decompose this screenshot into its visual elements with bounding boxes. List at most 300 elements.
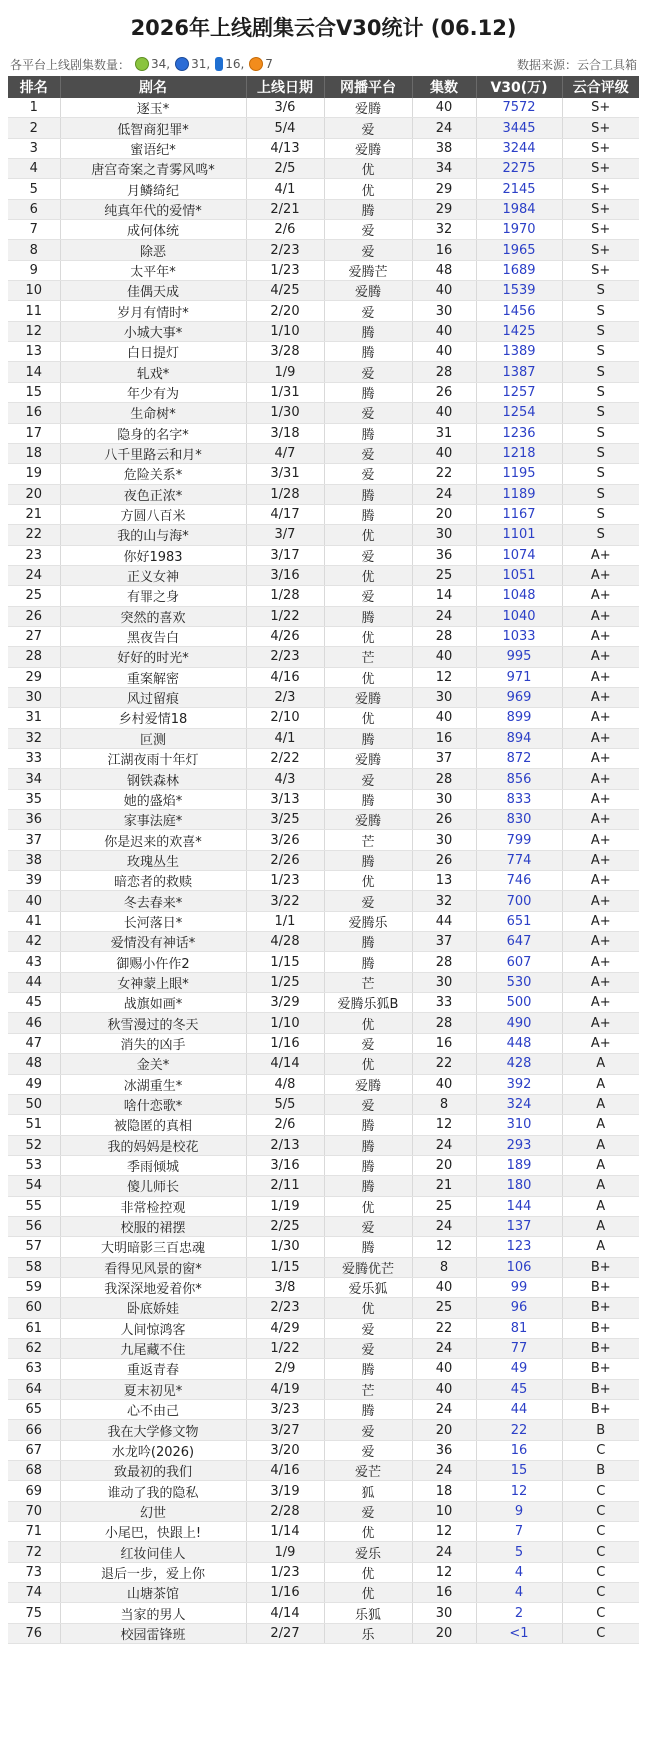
cell-episodes: 20: [412, 504, 476, 524]
cell-platform: 芒: [324, 972, 412, 992]
cell-v30: 1040: [476, 606, 562, 626]
cell-grade: A: [562, 1115, 639, 1135]
cell-v30: 1195: [476, 464, 562, 484]
cell-platform: 爱: [324, 362, 412, 382]
cell-rank: 4: [8, 159, 60, 179]
cell-grade: C: [562, 1603, 639, 1623]
cell-v30: 9: [476, 1501, 562, 1521]
cell-v30: 45: [476, 1379, 562, 1399]
cell-title: 大明暗影三百忠魂: [60, 1237, 246, 1257]
cell-v30: 4: [476, 1583, 562, 1603]
cell-platform: 狐: [324, 1481, 412, 1501]
cell-platform: 腾: [324, 728, 412, 748]
cell-rank: 19: [8, 464, 60, 484]
cell-platform: 爱: [324, 240, 412, 260]
cell-v30: 16: [476, 1440, 562, 1460]
header-date: 上线日期: [246, 76, 324, 98]
cell-title: 唐宫奇案之青雾风鸣*: [60, 159, 246, 179]
cell-grade: A+: [562, 728, 639, 748]
cell-title: 长河落日*: [60, 911, 246, 931]
cell-platform: 爱乐狐: [324, 1277, 412, 1297]
cell-v30: 799: [476, 830, 562, 850]
cell-v30: 4: [476, 1562, 562, 1582]
cell-rank: 76: [8, 1623, 60, 1643]
cell-grade: S: [562, 464, 639, 484]
cell-episodes: 48: [412, 260, 476, 280]
cell-platform: 爱: [324, 301, 412, 321]
table-row: [8, 504, 639, 524]
cell-episodes: 24: [412, 1461, 476, 1481]
cell-platform: 爱腾芒: [324, 260, 412, 280]
cell-episodes: 16: [412, 1033, 476, 1053]
table-row: [8, 1562, 639, 1582]
table-row: [8, 586, 639, 606]
cell-title: 我的山与海*: [60, 525, 246, 545]
cell-v30: 3244: [476, 138, 562, 158]
cell-rank: 14: [8, 362, 60, 382]
cell-platform: 腾: [324, 1135, 412, 1155]
table-row: [8, 769, 639, 789]
cell-platform: 爱: [324, 1338, 412, 1358]
table-row: [8, 1013, 639, 1033]
cell-title: 你好1983: [60, 545, 246, 565]
cell-title: 隐身的名字*: [60, 423, 246, 443]
cell-date: 1/14: [246, 1522, 324, 1542]
table-row: [8, 321, 639, 341]
cell-grade: A: [562, 1074, 639, 1094]
cell-grade: C: [562, 1522, 639, 1542]
cell-title: 太平年*: [60, 260, 246, 280]
cell-title: 她的盛焰*: [60, 789, 246, 809]
cell-grade: S+: [562, 240, 639, 260]
cell-episodes: 22: [412, 464, 476, 484]
cell-episodes: 40: [412, 281, 476, 301]
cell-v30: 1074: [476, 545, 562, 565]
table-row: [8, 789, 639, 809]
cell-v30: 969: [476, 687, 562, 707]
cell-date: 1/1: [246, 911, 324, 931]
cell-platform: 爱: [324, 1094, 412, 1114]
cell-v30: 15: [476, 1461, 562, 1481]
cell-v30: 7572: [476, 98, 562, 118]
cell-v30: 137: [476, 1216, 562, 1236]
cell-title: 除恶: [60, 240, 246, 260]
cell-platform: 爱腾: [324, 749, 412, 769]
cell-episodes: 32: [412, 220, 476, 240]
cell-platform: 爱: [324, 1501, 412, 1521]
cell-v30: 1257: [476, 382, 562, 402]
cell-grade: B+: [562, 1277, 639, 1297]
cell-title: 退后一步，爱上你: [60, 1562, 246, 1582]
cell-v30: 651: [476, 911, 562, 931]
cell-title: 夏末初见*: [60, 1379, 246, 1399]
cell-grade: A: [562, 1155, 639, 1175]
cell-v30: 293: [476, 1135, 562, 1155]
table-row: [8, 1583, 639, 1603]
cell-rank: 30: [8, 687, 60, 707]
cell-rank: 9: [8, 260, 60, 280]
cell-v30: 833: [476, 789, 562, 809]
cell-grade: S+: [562, 260, 639, 280]
cell-date: 3/17: [246, 545, 324, 565]
cell-grade: S+: [562, 118, 639, 138]
cell-date: 4/28: [246, 932, 324, 952]
table-row: [8, 993, 639, 1013]
table-row: [8, 403, 639, 423]
cell-v30: 2145: [476, 179, 562, 199]
cell-grade: S: [562, 321, 639, 341]
cell-rank: 59: [8, 1277, 60, 1297]
cell-platform: 腾: [324, 342, 412, 362]
cell-v30: 746: [476, 871, 562, 891]
cell-episodes: 24: [412, 484, 476, 504]
cell-rank: 42: [8, 932, 60, 952]
cell-date: 2/26: [246, 850, 324, 870]
cell-date: 1/23: [246, 871, 324, 891]
table-row: [8, 565, 639, 585]
cell-date: 1/16: [246, 1033, 324, 1053]
cell-platform: 腾: [324, 952, 412, 972]
cell-grade: A+: [562, 565, 639, 585]
cell-v30: 500: [476, 993, 562, 1013]
cell-grade: C: [562, 1501, 639, 1521]
cell-date: 4/17: [246, 504, 324, 524]
cell-episodes: 32: [412, 891, 476, 911]
cell-rank: 15: [8, 382, 60, 402]
cell-title: 家事法庭*: [60, 810, 246, 830]
cell-episodes: 40: [412, 342, 476, 362]
cell-rank: 62: [8, 1338, 60, 1358]
cell-date: 1/15: [246, 952, 324, 972]
cell-grade: A+: [562, 810, 639, 830]
cell-title: 小城大事*: [60, 321, 246, 341]
cell-platform: 腾: [324, 504, 412, 524]
cell-rank: 32: [8, 728, 60, 748]
cell-v30: 1218: [476, 443, 562, 463]
cell-grade: S: [562, 484, 639, 504]
table-row: [8, 1359, 639, 1379]
cell-title: 人间惊鸿客: [60, 1318, 246, 1338]
platform-counts: [10, 56, 273, 73]
cell-rank: 75: [8, 1603, 60, 1623]
cell-date: 1/23: [246, 260, 324, 280]
cell-rank: 8: [8, 240, 60, 260]
cell-v30: 77: [476, 1338, 562, 1358]
cell-rank: 31: [8, 708, 60, 728]
cell-v30: 1389: [476, 342, 562, 362]
cell-platform: 爱腾: [324, 138, 412, 158]
table-row: [8, 606, 639, 626]
cell-title: 季雨倾城: [60, 1155, 246, 1175]
table-row: [8, 626, 639, 646]
cell-rank: 49: [8, 1074, 60, 1094]
cell-v30: 1689: [476, 260, 562, 280]
cell-title: 金关*: [60, 1054, 246, 1074]
cell-title: 校园雷锋班: [60, 1623, 246, 1643]
cell-date: 4/3: [246, 769, 324, 789]
header-episodes: 集数: [412, 76, 476, 98]
cell-title: 红妆问佳人: [60, 1542, 246, 1562]
table-row: [8, 1074, 639, 1094]
tencent-icon: [175, 57, 189, 71]
cell-rank: 60: [8, 1298, 60, 1318]
cell-title: 看得见风景的窗*: [60, 1257, 246, 1277]
cell-date: 2/3: [246, 687, 324, 707]
cell-date: 2/5: [246, 159, 324, 179]
cell-date: 2/23: [246, 647, 324, 667]
cell-date: 1/9: [246, 362, 324, 382]
cell-platform: 爱腾: [324, 810, 412, 830]
cell-v30: 144: [476, 1196, 562, 1216]
cell-rank: 73: [8, 1562, 60, 1582]
cell-v30: 1456: [476, 301, 562, 321]
table-row: [8, 1176, 639, 1196]
cell-title: 岁月有情时*: [60, 301, 246, 321]
cell-date: 3/31: [246, 464, 324, 484]
cell-v30: 2275: [476, 159, 562, 179]
cell-rank: 55: [8, 1196, 60, 1216]
cell-v30: 2: [476, 1603, 562, 1623]
cell-platform: 优: [324, 1013, 412, 1033]
cell-episodes: 26: [412, 810, 476, 830]
cell-platform: 芒: [324, 647, 412, 667]
cell-platform: 腾: [324, 932, 412, 952]
cell-episodes: 24: [412, 1338, 476, 1358]
cell-episodes: 24: [412, 1135, 476, 1155]
cell-v30: 1984: [476, 199, 562, 219]
table-row: [8, 1135, 639, 1155]
cell-date: 1/10: [246, 1013, 324, 1033]
cell-grade: S: [562, 362, 639, 382]
cell-v30: 1970: [476, 220, 562, 240]
cell-v30: 99: [476, 1277, 562, 1297]
cell-grade: S: [562, 443, 639, 463]
cell-platform: 腾: [324, 382, 412, 402]
cell-v30: <1: [476, 1623, 562, 1643]
cell-date: 1/31: [246, 382, 324, 402]
cell-episodes: 25: [412, 1196, 476, 1216]
cell-episodes: 24: [412, 1400, 476, 1420]
cell-episodes: 16: [412, 1583, 476, 1603]
cell-grade: A+: [562, 871, 639, 891]
cell-v30: 44: [476, 1400, 562, 1420]
cell-rank: 50: [8, 1094, 60, 1114]
table-row: [8, 687, 639, 707]
cell-v30: 1236: [476, 423, 562, 443]
table-row: [8, 728, 639, 748]
cell-platform: 爱: [324, 1318, 412, 1338]
cell-episodes: 28: [412, 362, 476, 382]
header-rank: 排名: [8, 76, 60, 98]
cell-rank: 72: [8, 1542, 60, 1562]
cell-grade: C: [562, 1623, 639, 1643]
cell-platform: 爱: [324, 769, 412, 789]
cell-date: 2/6: [246, 1115, 324, 1135]
cell-platform: 芒: [324, 1379, 412, 1399]
cell-grade: A+: [562, 708, 639, 728]
cell-date: 3/27: [246, 1420, 324, 1440]
platform-count-tencent: 31,: [191, 57, 211, 71]
cell-grade: A+: [562, 626, 639, 646]
cell-date: 3/22: [246, 891, 324, 911]
cell-v30: 1425: [476, 321, 562, 341]
cell-title: 玫瑰丛生: [60, 850, 246, 870]
cell-title: 纯真年代的爱情*: [60, 199, 246, 219]
cell-title: 爱情没有神话*: [60, 932, 246, 952]
table-row: [8, 484, 639, 504]
cell-date: 3/13: [246, 789, 324, 809]
cell-grade: B+: [562, 1318, 639, 1338]
cell-episodes: 8: [412, 1094, 476, 1114]
cell-episodes: 40: [412, 647, 476, 667]
cell-title: 有罪之身: [60, 586, 246, 606]
cell-title: 冬去春来*: [60, 891, 246, 911]
cell-grade: A+: [562, 891, 639, 911]
cell-grade: C: [562, 1440, 639, 1460]
cell-rank: 36: [8, 810, 60, 830]
cell-episodes: 40: [412, 403, 476, 423]
cell-date: 2/27: [246, 1623, 324, 1643]
cell-episodes: 24: [412, 1542, 476, 1562]
page-title: 2026年上线剧集云合V30统计 (06.12): [130, 16, 517, 40]
cell-episodes: 12: [412, 1522, 476, 1542]
cell-rank: 20: [8, 484, 60, 504]
cell-episodes: 12: [412, 1562, 476, 1582]
cell-title: 叵测: [60, 728, 246, 748]
cell-platform: 爱: [324, 545, 412, 565]
cell-platform: 腾: [324, 1237, 412, 1257]
cell-date: 4/8: [246, 1074, 324, 1094]
cell-rank: 48: [8, 1054, 60, 1074]
cell-title: 我深深地爱着你*: [60, 1277, 246, 1297]
cell-title: 消失的凶手: [60, 1033, 246, 1053]
cell-title: 水龙吟(2026): [60, 1440, 246, 1460]
cell-rank: 37: [8, 830, 60, 850]
cell-rank: 67: [8, 1440, 60, 1460]
cell-date: 3/16: [246, 565, 324, 585]
cell-platform: 爱腾: [324, 687, 412, 707]
platform-count-aiqiyi: 34,: [151, 57, 171, 71]
table-row: [8, 1420, 639, 1440]
cell-grade: A+: [562, 911, 639, 931]
cell-episodes: 24: [412, 118, 476, 138]
platform-count-youku: 16,: [225, 57, 245, 71]
cell-platform: 优: [324, 1562, 412, 1582]
cell-date: 2/13: [246, 1135, 324, 1155]
cell-grade: A+: [562, 972, 639, 992]
cell-episodes: 16: [412, 728, 476, 748]
cell-title: 逐玉*: [60, 98, 246, 118]
cell-date: 3/26: [246, 830, 324, 850]
cell-rank: 58: [8, 1257, 60, 1277]
cell-episodes: 22: [412, 1054, 476, 1074]
cell-episodes: 33: [412, 993, 476, 1013]
cell-rank: 11: [8, 301, 60, 321]
cell-title: 我的妈妈是校花: [60, 1135, 246, 1155]
table-row: [8, 118, 639, 138]
cell-platform: 优: [324, 667, 412, 687]
table-row: [8, 1277, 639, 1297]
cell-title: 御赐小仵作2: [60, 952, 246, 972]
cell-platform: 腾: [324, 423, 412, 443]
cell-v30: 7: [476, 1522, 562, 1542]
cell-rank: 65: [8, 1400, 60, 1420]
table-row: [8, 1318, 639, 1338]
cell-rank: 10: [8, 281, 60, 301]
cell-platform: 腾: [324, 484, 412, 504]
cell-episodes: 13: [412, 871, 476, 891]
cell-date: 2/22: [246, 749, 324, 769]
cell-grade: S: [562, 403, 639, 423]
cell-date: 4/16: [246, 667, 324, 687]
cell-date: 1/15: [246, 1257, 324, 1277]
table-row: [8, 382, 639, 402]
cell-episodes: 34: [412, 159, 476, 179]
cell-episodes: 12: [412, 667, 476, 687]
cell-episodes: 20: [412, 1420, 476, 1440]
cell-platform: 爱: [324, 118, 412, 138]
cell-platform: 腾: [324, 850, 412, 870]
cell-platform: 爱: [324, 1033, 412, 1053]
cell-platform: 乐: [324, 1623, 412, 1643]
cell-rank: 28: [8, 647, 60, 667]
table-row: [8, 932, 639, 952]
cell-grade: S: [562, 342, 639, 362]
cell-platform: 腾: [324, 199, 412, 219]
cell-platform: 优: [324, 525, 412, 545]
cell-episodes: 40: [412, 1359, 476, 1379]
cell-v30: 180: [476, 1176, 562, 1196]
cell-v30: 324: [476, 1094, 562, 1114]
cell-grade: C: [562, 1583, 639, 1603]
cell-episodes: 28: [412, 769, 476, 789]
table-row: [8, 952, 639, 972]
cell-grade: B+: [562, 1257, 639, 1277]
cell-date: 3/18: [246, 423, 324, 443]
cell-rank: 47: [8, 1033, 60, 1053]
cell-rank: 7: [8, 220, 60, 240]
table-row: [8, 1115, 639, 1135]
cell-v30: 5: [476, 1542, 562, 1562]
cell-grade: A: [562, 1196, 639, 1216]
cell-rank: 17: [8, 423, 60, 443]
header-grade: 云合评级: [562, 76, 639, 98]
cell-rank: 53: [8, 1155, 60, 1175]
cell-v30: 1189: [476, 484, 562, 504]
cell-episodes: 30: [412, 301, 476, 321]
cell-grade: S: [562, 281, 639, 301]
cell-v30: 448: [476, 1033, 562, 1053]
cell-title: 冰湖重生*: [60, 1074, 246, 1094]
cell-episodes: 24: [412, 1216, 476, 1236]
cell-platform: 优: [324, 1298, 412, 1318]
cell-episodes: 10: [412, 1501, 476, 1521]
cell-episodes: 36: [412, 545, 476, 565]
table-row: [8, 1623, 639, 1643]
table-header: [8, 76, 639, 98]
cell-episodes: 22: [412, 1318, 476, 1338]
table-row: [8, 281, 639, 301]
cell-title: 重返青春: [60, 1359, 246, 1379]
table-row: [8, 179, 639, 199]
cell-grade: C: [562, 1542, 639, 1562]
cell-v30: 856: [476, 769, 562, 789]
table-row: [8, 301, 639, 321]
cell-rank: 46: [8, 1013, 60, 1033]
cell-title: 年少有为: [60, 382, 246, 402]
cell-grade: B+: [562, 1359, 639, 1379]
cell-date: 2/28: [246, 1501, 324, 1521]
